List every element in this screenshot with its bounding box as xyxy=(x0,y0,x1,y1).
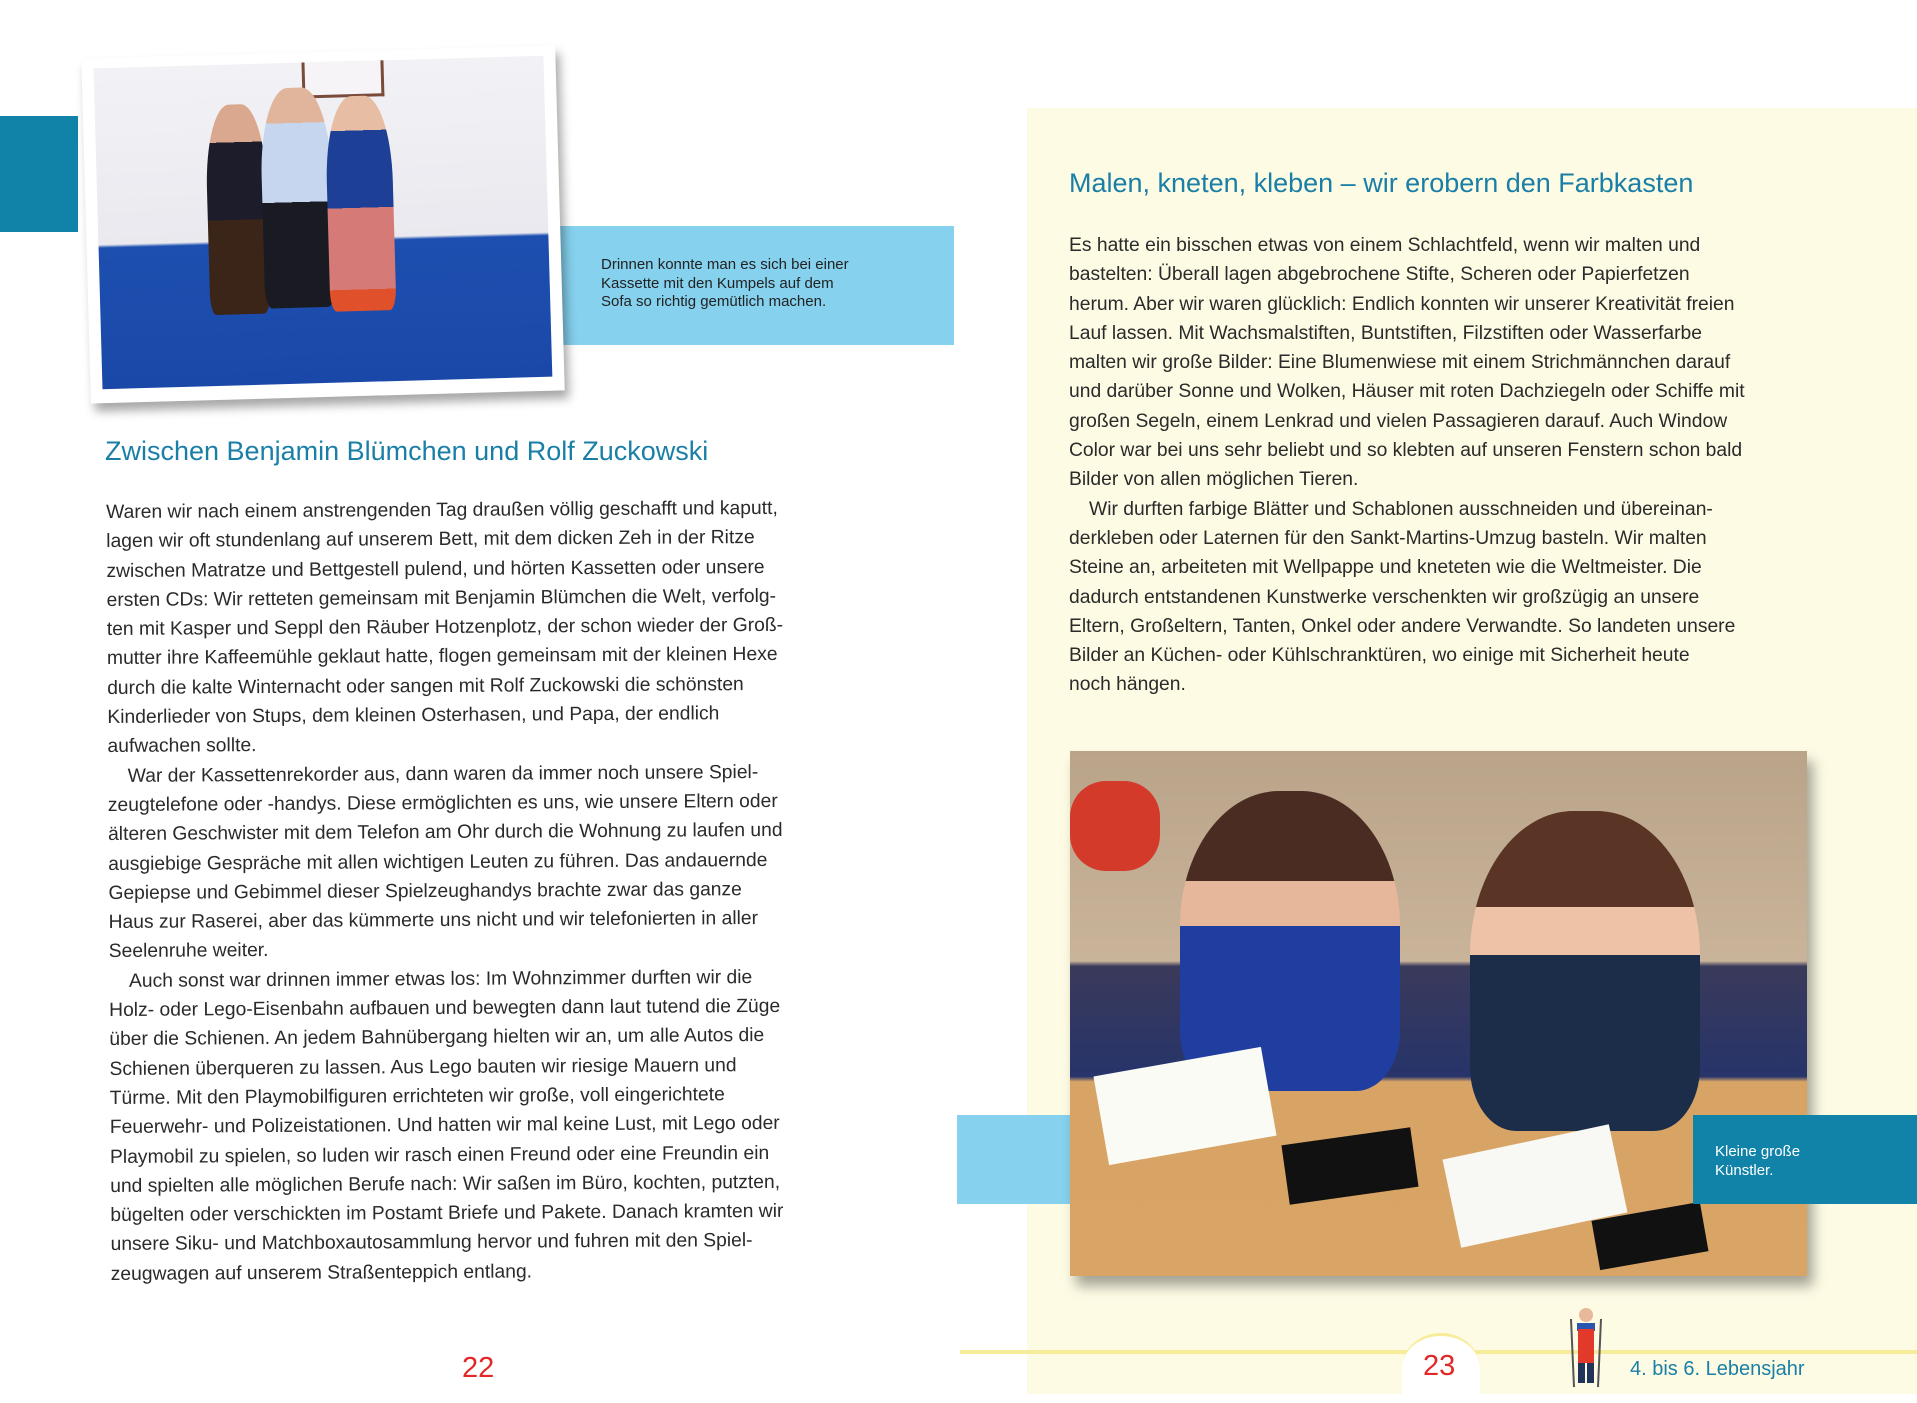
text-line: Waren wir nach einem anstrengenden Tag draußen völlig geschafft und kaputt, xyxy=(106,497,778,523)
photo-three-boys-on-sofa xyxy=(81,45,564,403)
text-line: aufwachen sollte. xyxy=(107,735,257,758)
caption-line: Sofa so richtig gemütlich machen. xyxy=(601,293,827,310)
caption-line: Kleine große xyxy=(1715,1143,1801,1160)
section-heading-left: Zwischen Benjamin Blümchen und Rolf Zuckowski xyxy=(105,436,709,466)
text-line: über die Schienen. An jedem Bahnübergang hielten wir an, um alle Autos die xyxy=(109,1025,765,1051)
text-line: Steine an, arbeiteten mit Wellpappe und kneteten wie die Weltmeister. Die xyxy=(1069,557,1702,579)
text-line: Eltern, Großeltern, Tanten, Onkel oder andere Verwandte. So landeten unsere xyxy=(1069,615,1736,637)
text-line: großen Segeln, einem Lenkrad und vielen Passagieren darauf. Auch Window xyxy=(1069,410,1728,432)
page-number-right: 23 xyxy=(1423,1350,1456,1382)
body-text-left xyxy=(106,494,787,1289)
text-line: Auch sonst war drinnen immer etwas los: Im Wohnzimmer durften wir die xyxy=(128,966,753,992)
text-line: zwischen Matratze und Bettgestell pulend, und hörten Kassetten oder unsere xyxy=(106,556,765,582)
text-line: Es hatte ein bisschen etwas von einem Schlachtfeld, wenn wir malten und xyxy=(1069,235,1701,256)
text-line: Holz- oder Lego-Eisenbahn aufbauen und bewegten dann laut tutend die Züge xyxy=(109,995,781,1022)
text-line: malten wir große Bilder: Eine Blumenwiese mit einem Strichmännchen darauf xyxy=(1069,352,1731,374)
caption-line: Drinnen konnte man es sich bei einer xyxy=(601,256,849,273)
body-text-right xyxy=(1069,231,1745,700)
text-line: unsere Siku- und Matchboxautosammlung hervor und fuhren mit den Spiel- xyxy=(110,1230,753,1256)
caption-line: Künstler. xyxy=(1715,1162,1774,1179)
text-line: und spielten alle möglichen Berufe nach: Wir saßen im Büro, kochten, putzten, xyxy=(110,1171,781,1197)
text-line: Bilder von allen möglichen Tieren. xyxy=(1069,469,1359,491)
text-line: War der Kassettenrekorder aus, dann waren da immer noch unsere Spiel- xyxy=(127,761,759,787)
text-line: herum. Aber wir waren glücklich: Endlich konnten wir unserer Kreativität freien xyxy=(1069,293,1735,315)
text-line: mutter ihre Kaffeemühle geklaut hatte, flogen gemeinsam mit der kleinen Hexe xyxy=(106,644,778,670)
text-line: Gepiepse und Gebimmel dieser Spielzeughandys brachte zwar das ganze xyxy=(108,878,742,904)
text-line: und darüber Sonne und Wolken, Häuser mit roten Dachziegeln oder Schiffe mit xyxy=(1069,381,1745,403)
text-line: Seelenruhe weiter. xyxy=(108,940,269,963)
text-line: Bilder an Küchen- oder Kühlschranktüren, wo einige mit Sicherheit heute xyxy=(1069,645,1690,667)
text-line: Kinderlieder von Stups, dem kleinen Osterhasen, und Papa, der endlich xyxy=(107,703,720,729)
page-number-left: 22 xyxy=(462,1352,495,1384)
text-line: Color war bei uns sehr beliebt und so klebten auf unseren Fenstern schon bald xyxy=(1069,440,1743,462)
text-line: Playmobil zu spielen, so luden wir rasch einen Freund oder eine Freundin ein xyxy=(109,1142,770,1168)
text-line: Schienen überqueren zu lassen. Aus Lego bauten wir riesige Mauern und xyxy=(109,1054,737,1080)
text-line: durch die kalte Winternacht oder sangen mit Rolf Zuckowski die schönsten xyxy=(107,673,744,699)
text-line: dadurch entstandenen Kunstwerke verschenkten wir großzügig an unsere xyxy=(1069,586,1700,608)
age-section-label: 4. bis 6. Lebensjahr xyxy=(1630,1358,1805,1380)
caption-line: Kassette mit den Kumpels auf dem xyxy=(601,274,834,292)
decorative-teal-block xyxy=(0,116,78,232)
text-line: älteren Geschwister mit dem Telefon am Ohr durch die Wohnung zu laufen und xyxy=(107,820,783,846)
text-line: noch hängen. xyxy=(1069,674,1186,696)
text-line: derkleben oder Laternen für den Sankt-Martins-Umzug basteln. Wir malten xyxy=(1069,527,1707,549)
child-skier-icon xyxy=(1566,1305,1606,1394)
text-line: Wir durften farbige Blätter und Schablonen ausschneiden und übereinan- xyxy=(1089,498,1713,520)
text-line: zeugtelefone oder -handys. Diese ermöglichten es uns, wie unsere Eltern oder xyxy=(107,790,778,816)
text-line: bastelten: Überall lagen abgebrochene Stifte, Scheren oder Papierfetzen xyxy=(1069,264,1690,286)
text-line: bügelten oder verschickten im Postamt Briefe und Pakete. Danach kramten wir xyxy=(110,1201,784,1227)
text-line: lagen wir oft stundenlang auf unserem Bett, mit dem dicken Zeh in der Ritze xyxy=(106,527,755,553)
text-line: Feuerwehr- und Polizeistationen. Und hatten wir mal keine Lust, mit Lego oder xyxy=(109,1113,780,1139)
text-line: Haus zur Raserei, aber das kümmerte uns nicht und wir telefonierten in aller xyxy=(108,908,759,934)
text-line: ten mit Kasper und Seppl den Räuber Hotzenplotz, der schon wieder der Groß- xyxy=(106,615,784,641)
text-line: Lauf lassen. Mit Wachsmalstiften, Buntstiften, Filzstiften oder Wasserfarbe xyxy=(1069,322,1702,344)
text-line: ersten CDs: Wir retteten gemeinsam mit Benjamin Blümchen die Welt, verfolg- xyxy=(106,585,777,611)
text-line: ausgiebige Gespräche mit allen wichtigen Leuten zu führen. Das andauernde xyxy=(108,849,768,875)
text-line: Türme. Mit den Playmobilfiguren errichteten wir große, voll eingerichtete xyxy=(109,1084,725,1109)
caption-band-right xyxy=(957,1115,1070,1204)
photo-caption-left xyxy=(601,256,849,312)
photo-caption-right xyxy=(1693,1115,1917,1204)
text-line: zeugwagen auf unserem Straßenteppich entlang. xyxy=(110,1261,533,1285)
section-heading-right: Malen, kneten, kleben – wir erobern den Farbkasten xyxy=(1069,168,1694,198)
